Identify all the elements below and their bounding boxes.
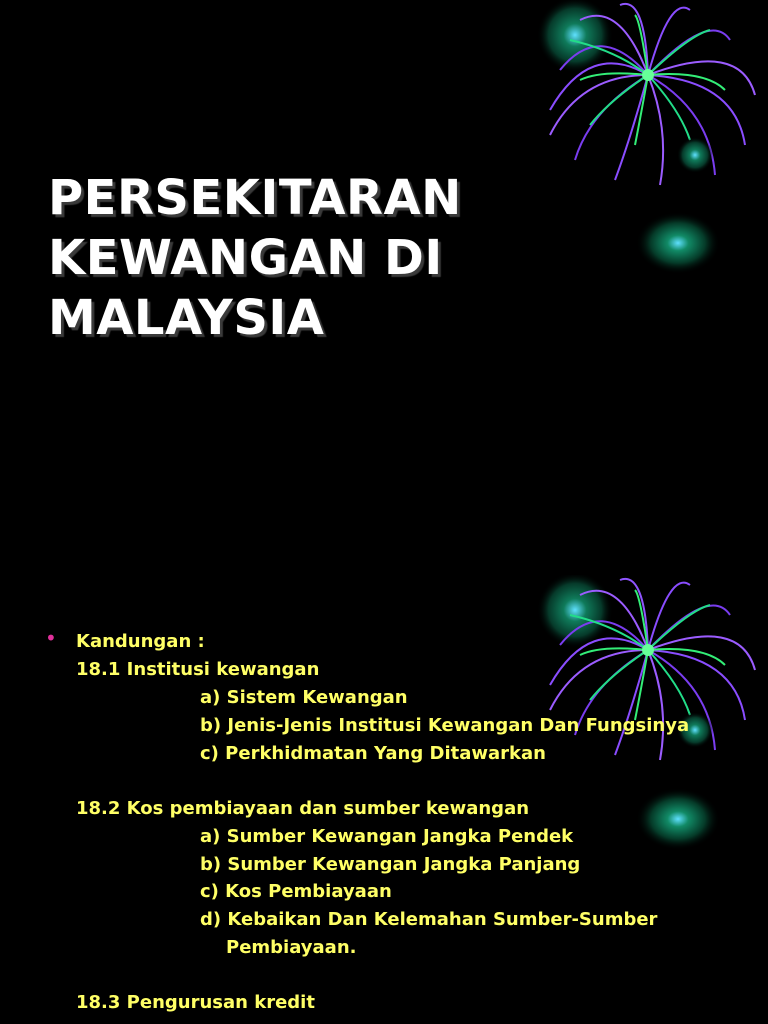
section-2-item-a: a) Sumber Kewangan Jangka Pendek	[200, 826, 574, 847]
section-2-item-c: c) Kos Pembiayaan	[200, 881, 392, 902]
section-2-item-b: b) Sumber Kewangan Jangka Panjang	[200, 854, 581, 875]
section-2-item-d-continued: Pembiayaan.	[226, 937, 357, 958]
bullet-dot-icon: •	[45, 626, 57, 650]
contents-heading: Kandungan :	[76, 631, 205, 652]
section-1-item-a: a) Sistem Kewangan	[200, 687, 408, 708]
section-2-item-d: d) Kebaikan Dan Kelemahan Sumber-Sumber	[200, 909, 658, 930]
firework-graphic-bottom	[520, 575, 768, 775]
title-line-1: PERSEKITARAN	[48, 170, 462, 226]
glow-orb-bottom	[636, 788, 720, 850]
section-1-item-c: c) Perkhidmatan Yang Ditawarkan	[200, 743, 546, 764]
section-1-item-b: b) Jenis-Jenis Institusi Kewangan Dan Fungsinya	[200, 715, 690, 736]
section-3-title: 18.3 Pengurusan kredit	[76, 992, 315, 1013]
glow-orb-top	[636, 212, 720, 274]
title-line-3: MALAYSIA	[48, 290, 325, 346]
section-2-title: 18.2 Kos pembiayaan dan sumber kewangan	[76, 798, 530, 819]
firework-graphic-top	[520, 0, 768, 200]
title-line-2: KEWANGAN DI	[48, 230, 443, 286]
section-1-title: 18.1 Institusi kewangan	[76, 659, 320, 680]
